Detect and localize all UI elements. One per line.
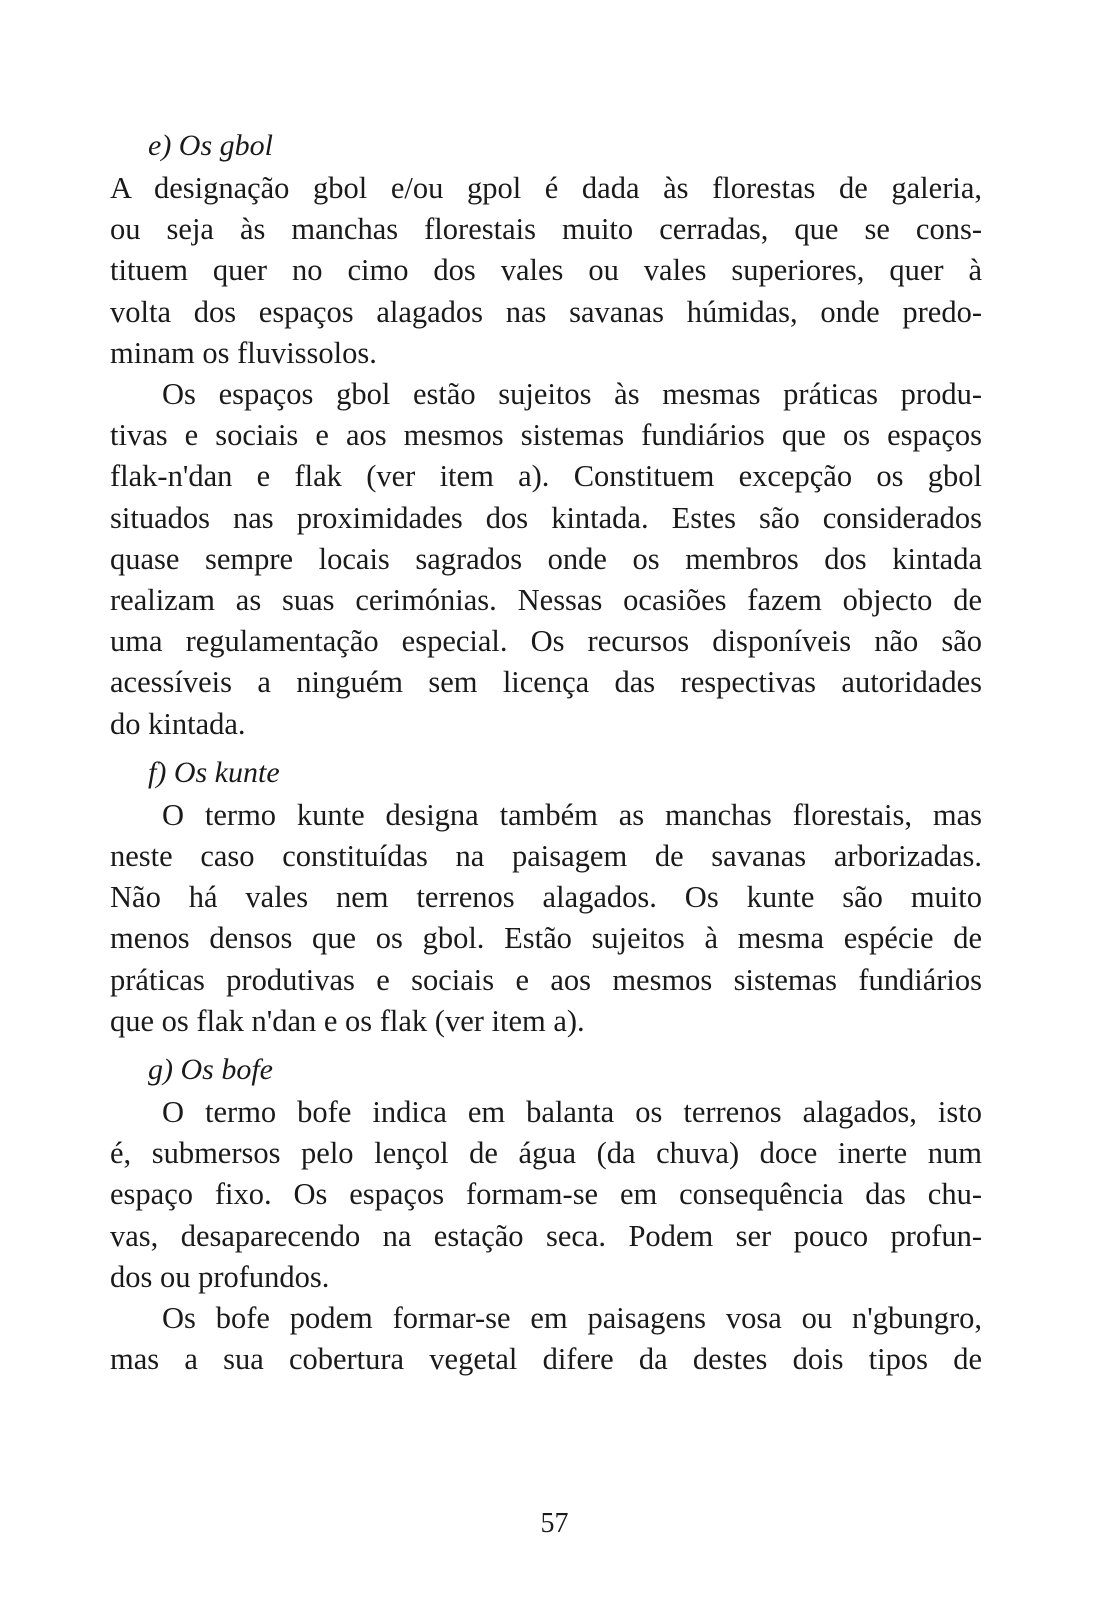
page-number: 57: [540, 1508, 569, 1539]
text-line: dos ou profundos.: [110, 1259, 330, 1294]
text-line: O termo bofe indica em balanta os terrenos alagados, isto: [162, 1095, 982, 1130]
text-line: flak-n'dan e flak (ver item a). Constituem excepção os gbol: [110, 459, 982, 494]
text-line: Os espaços gbol estão sujeitos às mesmas práticas produ-: [162, 377, 982, 412]
paragraph-e-1: [110, 168, 982, 374]
text-line: O termo kunte designa também as manchas florestais, mas: [162, 797, 982, 832]
text-line: volta dos espaços alagados nas savanas húmidas, onde predo-: [110, 294, 982, 329]
page-body: [110, 126, 982, 1380]
paragraph-f-1: [110, 795, 982, 1042]
text-line: é, submersos pelo lençol de água (da chuva) doce inerte num: [110, 1136, 982, 1171]
text-line: uma regulamentação especial. Os recursos disponíveis não são: [110, 624, 982, 659]
text-line: que os flak n'dan e os flak (ver item a).: [110, 1003, 585, 1038]
text-line: tituem quer no cimo dos vales ou vales superiores, quer à: [110, 253, 982, 288]
text-line: quase sempre locais sagrados onde os membros dos kintada: [110, 541, 982, 576]
text-line: situados nas proximidades dos kintada. Estes são considerados: [110, 500, 982, 535]
text-line: espaço fixo. Os espaços formam-se em consequência das chu-: [110, 1177, 982, 1212]
paragraph-g-2: [110, 1298, 982, 1380]
text-line: do kintada.: [110, 706, 246, 741]
paragraph-e-2: [110, 374, 982, 745]
text-line: realizam as suas cerimónias. Nessas ocasiões fazem objecto de: [110, 583, 982, 618]
paragraph-g-1: [110, 1092, 982, 1298]
text-line: tivas e sociais e aos mesmos sistemas fundiários que os espaços: [110, 418, 982, 453]
text-line: Os bofe podem formar-se em paisagens vosa ou n'gbungro,: [162, 1301, 982, 1336]
text-line: ou seja às manchas florestais muito cerradas, que se cons-: [110, 212, 982, 247]
section-heading-e: e) Os gbol: [148, 129, 273, 162]
section-heading-g: g) Os bofe: [148, 1053, 273, 1087]
text-line: A designação gbol e/ou gpol é dada às florestas de galeria,: [110, 171, 982, 205]
text-line: práticas produtivas e sociais e aos mesmos sistemas fundiários: [110, 962, 982, 997]
text-line: Não há vales nem terrenos alagados. Os kunte são muito: [110, 880, 982, 915]
text-line: minam os fluvissolos.: [110, 335, 377, 370]
text-line: mas a sua cobertura vegetal difere da destes dois tipos de: [110, 1342, 982, 1377]
text-line: menos densos que os gbol. Estão sujeitos à mesma espécie de: [110, 921, 982, 956]
text-line: vas, desaparecendo na estação seca. Podem ser pouco profun-: [110, 1218, 982, 1253]
section-heading-f: f) Os kunte: [148, 755, 280, 789]
text-line: neste caso constituídas na paisagem de savanas arborizadas.: [110, 839, 982, 874]
text-line: acessíveis a ninguém sem licença das respectivas autoridades: [110, 665, 982, 700]
